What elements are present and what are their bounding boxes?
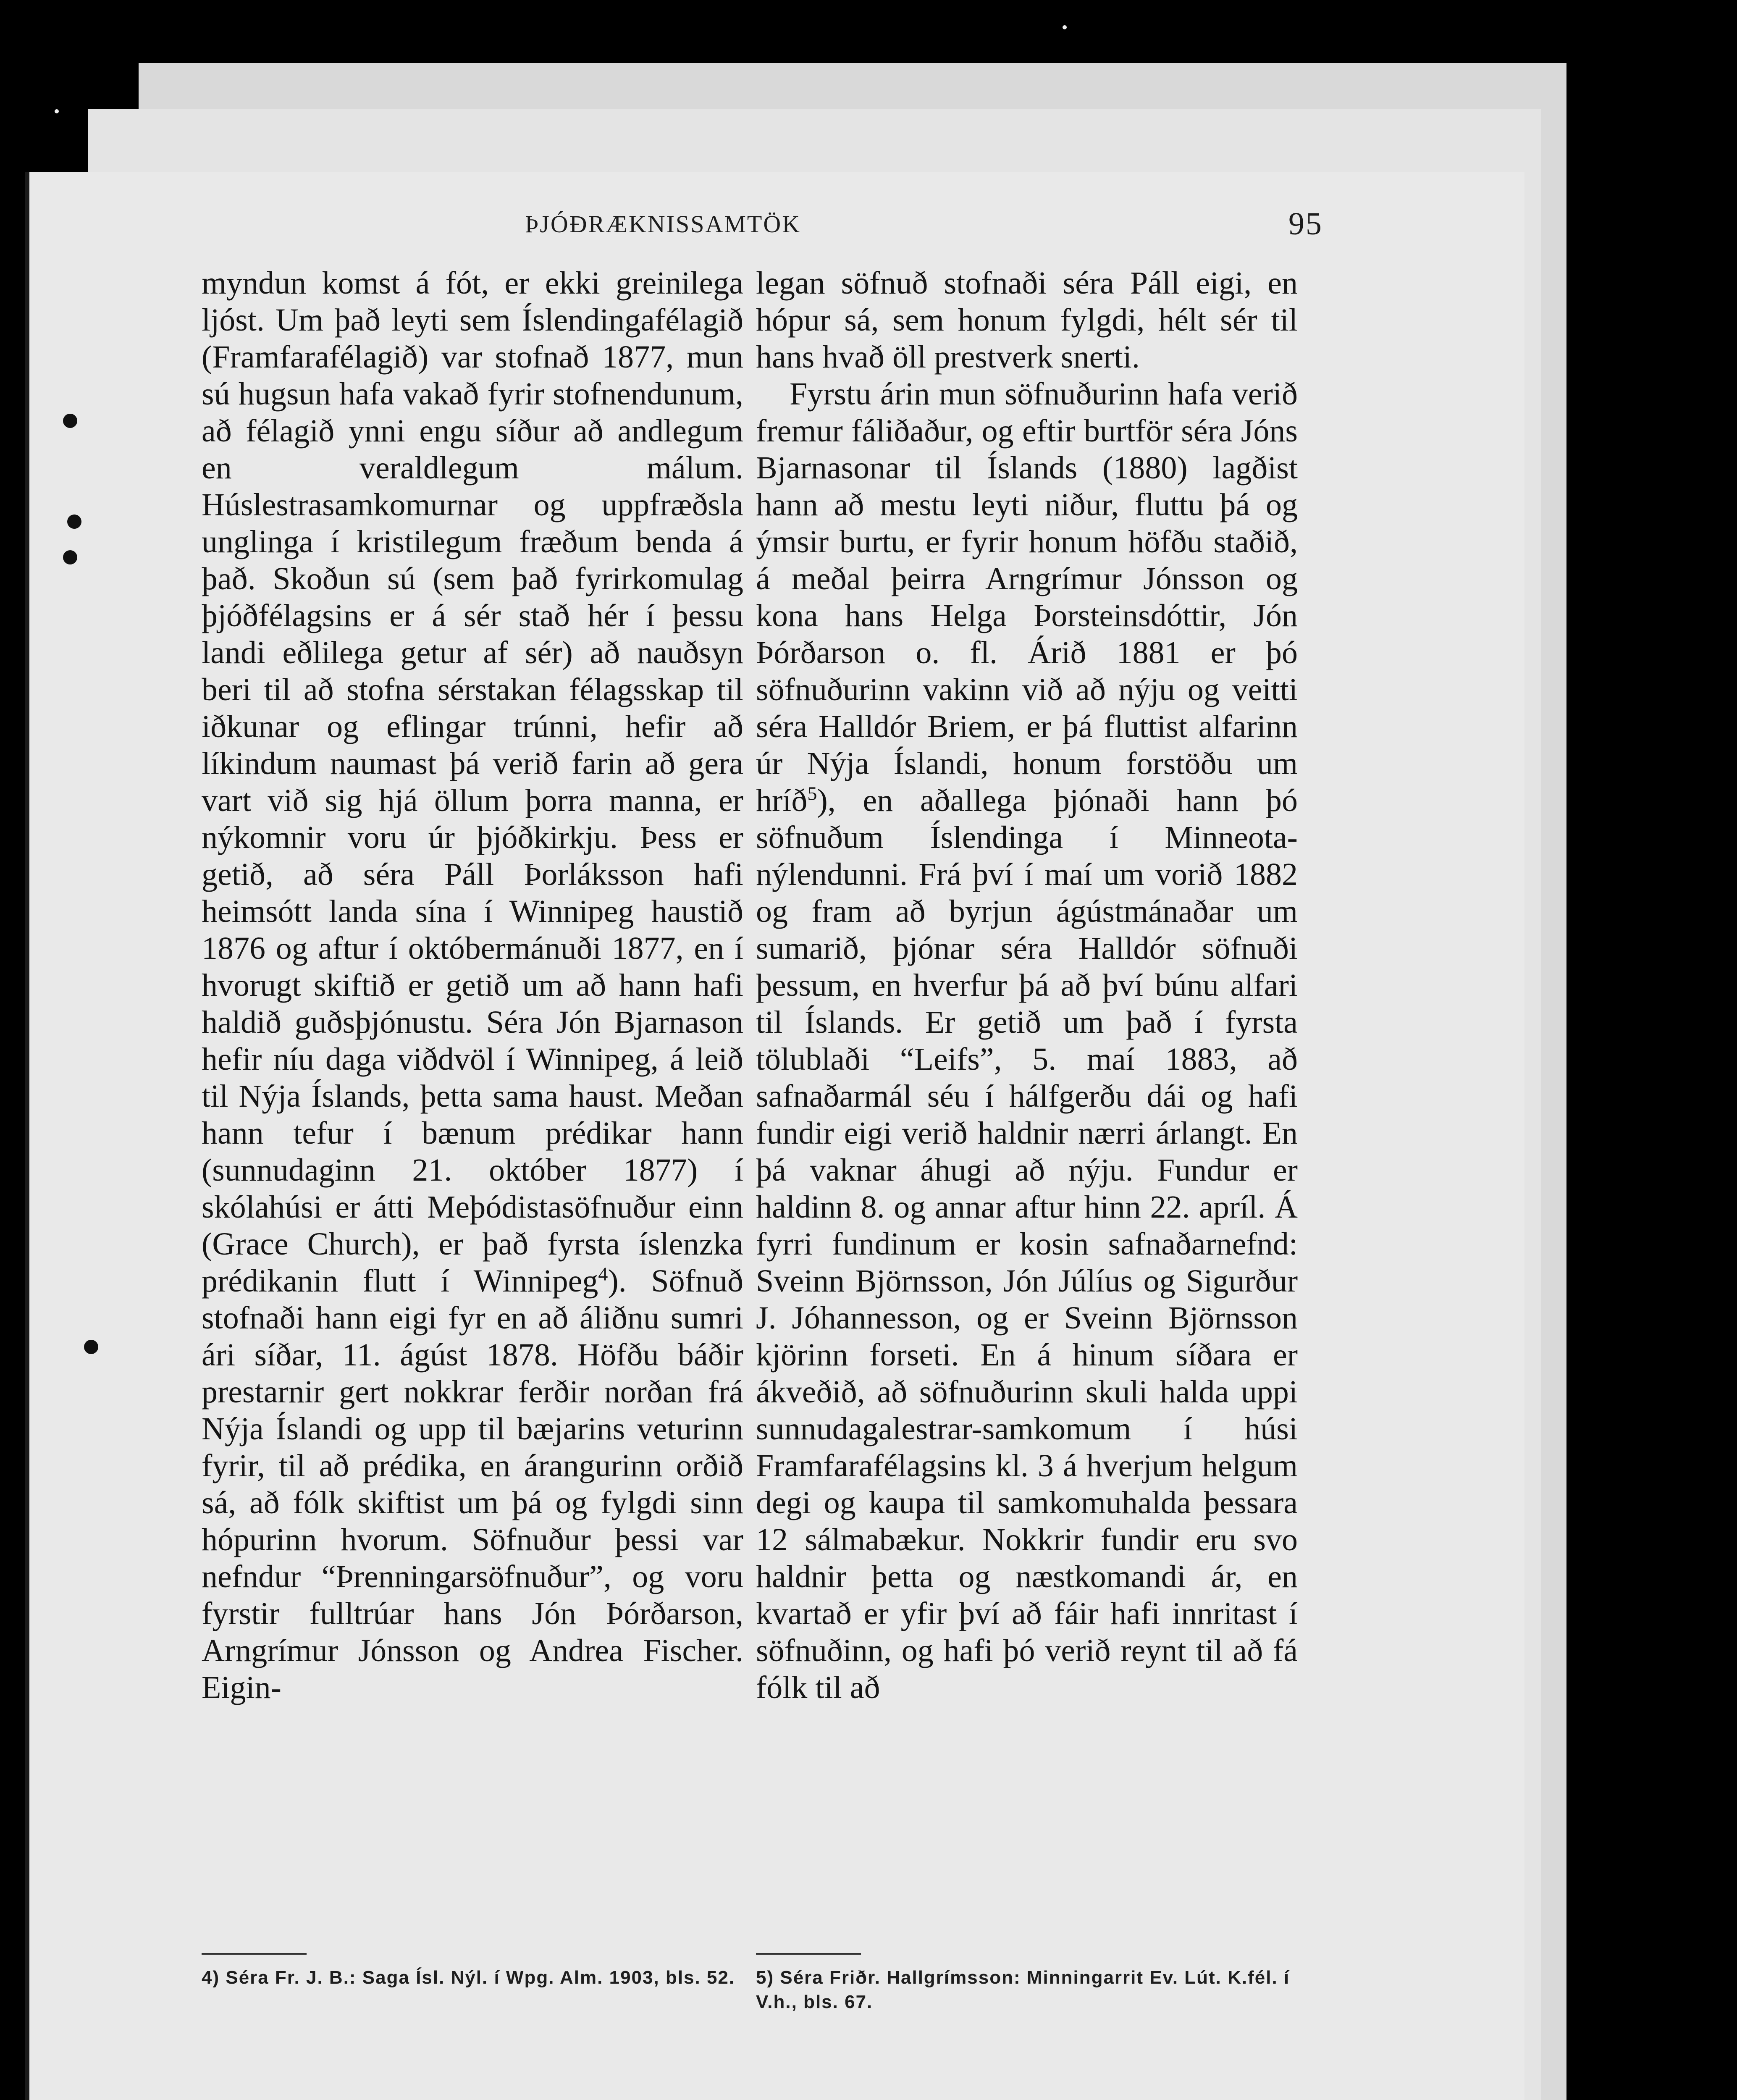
paragraph	[202, 265, 743, 1706]
right-column	[756, 265, 1298, 1706]
film-speck	[1063, 25, 1067, 29]
paragraph-text: ). Söfnuð stofnaði hann eigi fyr en að áliðnu sumri ári síðar, 11. ágúst 1878. Höfðu báðir prestarnir gert nokkrar ferðir norðan frá Nýja Íslandi og upp til bæjarins veturinn fyrir, til að prédika, en árangurinn orðið sá, að fólk skiftist um þá og fylgdi sinn hópurinn hvorum. Söfnuður þessi var nefndur “Þrenningarsöfnuður”, og voru fyrstir fulltrúar hans Jón Þórðarson, Arngrímur Jónsson og Andrea Fischer. Eigin-	[202, 1263, 743, 1705]
footnote-ref: 4	[598, 1263, 608, 1285]
binding-hole	[63, 414, 77, 428]
footnote: 5) Séra Friðr. Hallgrímsson: Minningarrit Ev. Lút. K.fél. í V.h., bls. 67.	[756, 1967, 1290, 2012]
footnote-rule	[756, 1953, 861, 1955]
binding-hole	[84, 1340, 98, 1354]
page-header	[504, 206, 1323, 244]
footnote: 4) Séra Fr. J. B.: Saga Ísl. Nýl. í Wpg. Alm. 1903, bls. 52.	[202, 1967, 735, 1988]
running-head: ÞJÓÐRÆKNISSAMTÖK	[525, 210, 801, 238]
paragraph-text: Fyrstu árin mun söfnuðurinn hafa verið fremur fáliðaður, og eftir burtför séra Jóns Bjarnasonar til Íslands (1880) lagðist hann að mestu leyti niður, fluttu þá og ýmsir burtu, er fyrir honum höfðu staðið, á meðal þeirra Arngrímur Jónsson og kona hans Helga Þorsteinsdóttir, Jón Þórðarson o. fl. Árið 1881 er þó söfnuðurinn vakinn við að nýju og veitti séra Halldór Briem, er þá fluttist alfarinn úr Nýja Íslandi, honum forstöðu um hríð	[756, 376, 1298, 818]
page-number: 95	[1288, 206, 1323, 242]
footnote-rule	[202, 1953, 307, 1955]
binding-hole	[67, 514, 81, 529]
binding-hole	[63, 550, 77, 564]
left-column	[202, 265, 743, 1706]
paragraph: legan söfnuð stofnaði séra Páll eigi, en hópur sá, sem honum fylgdi, hélt sér til hans hvað öll prestverk snerti.	[756, 265, 1298, 375]
paragraph-text: myndun komst á fót, er ekki greinilega ljóst. Um það leyti sem Íslendingafélagið (Framfarafélagið) var stofnað 1877, mun sú hugsun hafa vakað fyrir stofnendunum, að félagið ynni engu síður að andlegum en veraldlegum málum. Húslestrasamkomurnar og uppfræðsla unglinga í kristilegum fræðum benda á það. Skoðun sú (sem það fyrirkomulag þjóðfélagsins er á sér stað hér í þessu landi eðlilega getur af sér) að nauðsyn beri til að stofna sérstakan félagsskap til iðkunar og eflingar trúnni, hefir að líkindum naumast þá verið farin að gera vart við sig hjá öllum þorra manna, er nýkomnir voru úr þjóðkirkju. Þess er getið, að séra Páll Þorláksson hafi heimsótt landa sína í Winnipeg haustið 1876 og aftur í októbermánuði 1877, en í hvorugt skiftið er getið um að hann hafi haldið guðsþjónustu. Séra Jón Bjarnason hefir níu daga viðdvöl í Winnipeg, á leið til Nýja Íslands, þetta sama haust. Meðan hann tefur í bænum prédikar hann (sunnudaginn 21. október 1877) í skólahúsi er átti Meþódistasöfnuður einn (Grace Church), er það fyrsta íslenzka prédikanin flutt í Winnipeg	[202, 265, 743, 1299]
paragraph	[756, 375, 1298, 1706]
film-speck	[55, 109, 59, 113]
footnote-ref: 5	[807, 782, 817, 804]
paragraph-text: ), en aðallega þjónaði hann þó söfnuðum Íslendinga í Minneota-nýlendunni. Frá því í maí um vorið 1882 og fram að byrjun ágústmánaðar um sumarið, þjónar séra Halldór söfnuði þessum, en hverfur þá að því búnu alfari til Íslands. Er getið um það í fyrsta tölublaði “Leifs”, 5. maí 1883, að safnaðarmál séu í hálfgerðu dái og hafi fundir eigi verið haldnir nærri árlangt. En þá vaknar áhugi að nýju. Fundur er haldinn 8. og annar aftur hinn 22. apríl. Á fyrri fundinum er kosin safnaðarnefnd: Sveinn Björnsson, Jón Júlíus og Sigurður J. Jóhannesson, og er Sveinn Björnsson kjörinn forseti. En á hinum síðara er ákveðið, að söfnuðurinn skuli halda uppi sunnudagalestrar-samkomum í húsi Framfarafélagsins kl. 3 á hverjum helgum degi og kaupa til samkomuhalda þessara 12 sálmabækur. Nokkrir fundir eru svo haldnir þetta og næstkomandi ár, en kvartað er yfir því að fáir hafi innritast í söfnuðinn, og hafi þó verið reynt til að fá fólk til að	[756, 783, 1298, 1705]
